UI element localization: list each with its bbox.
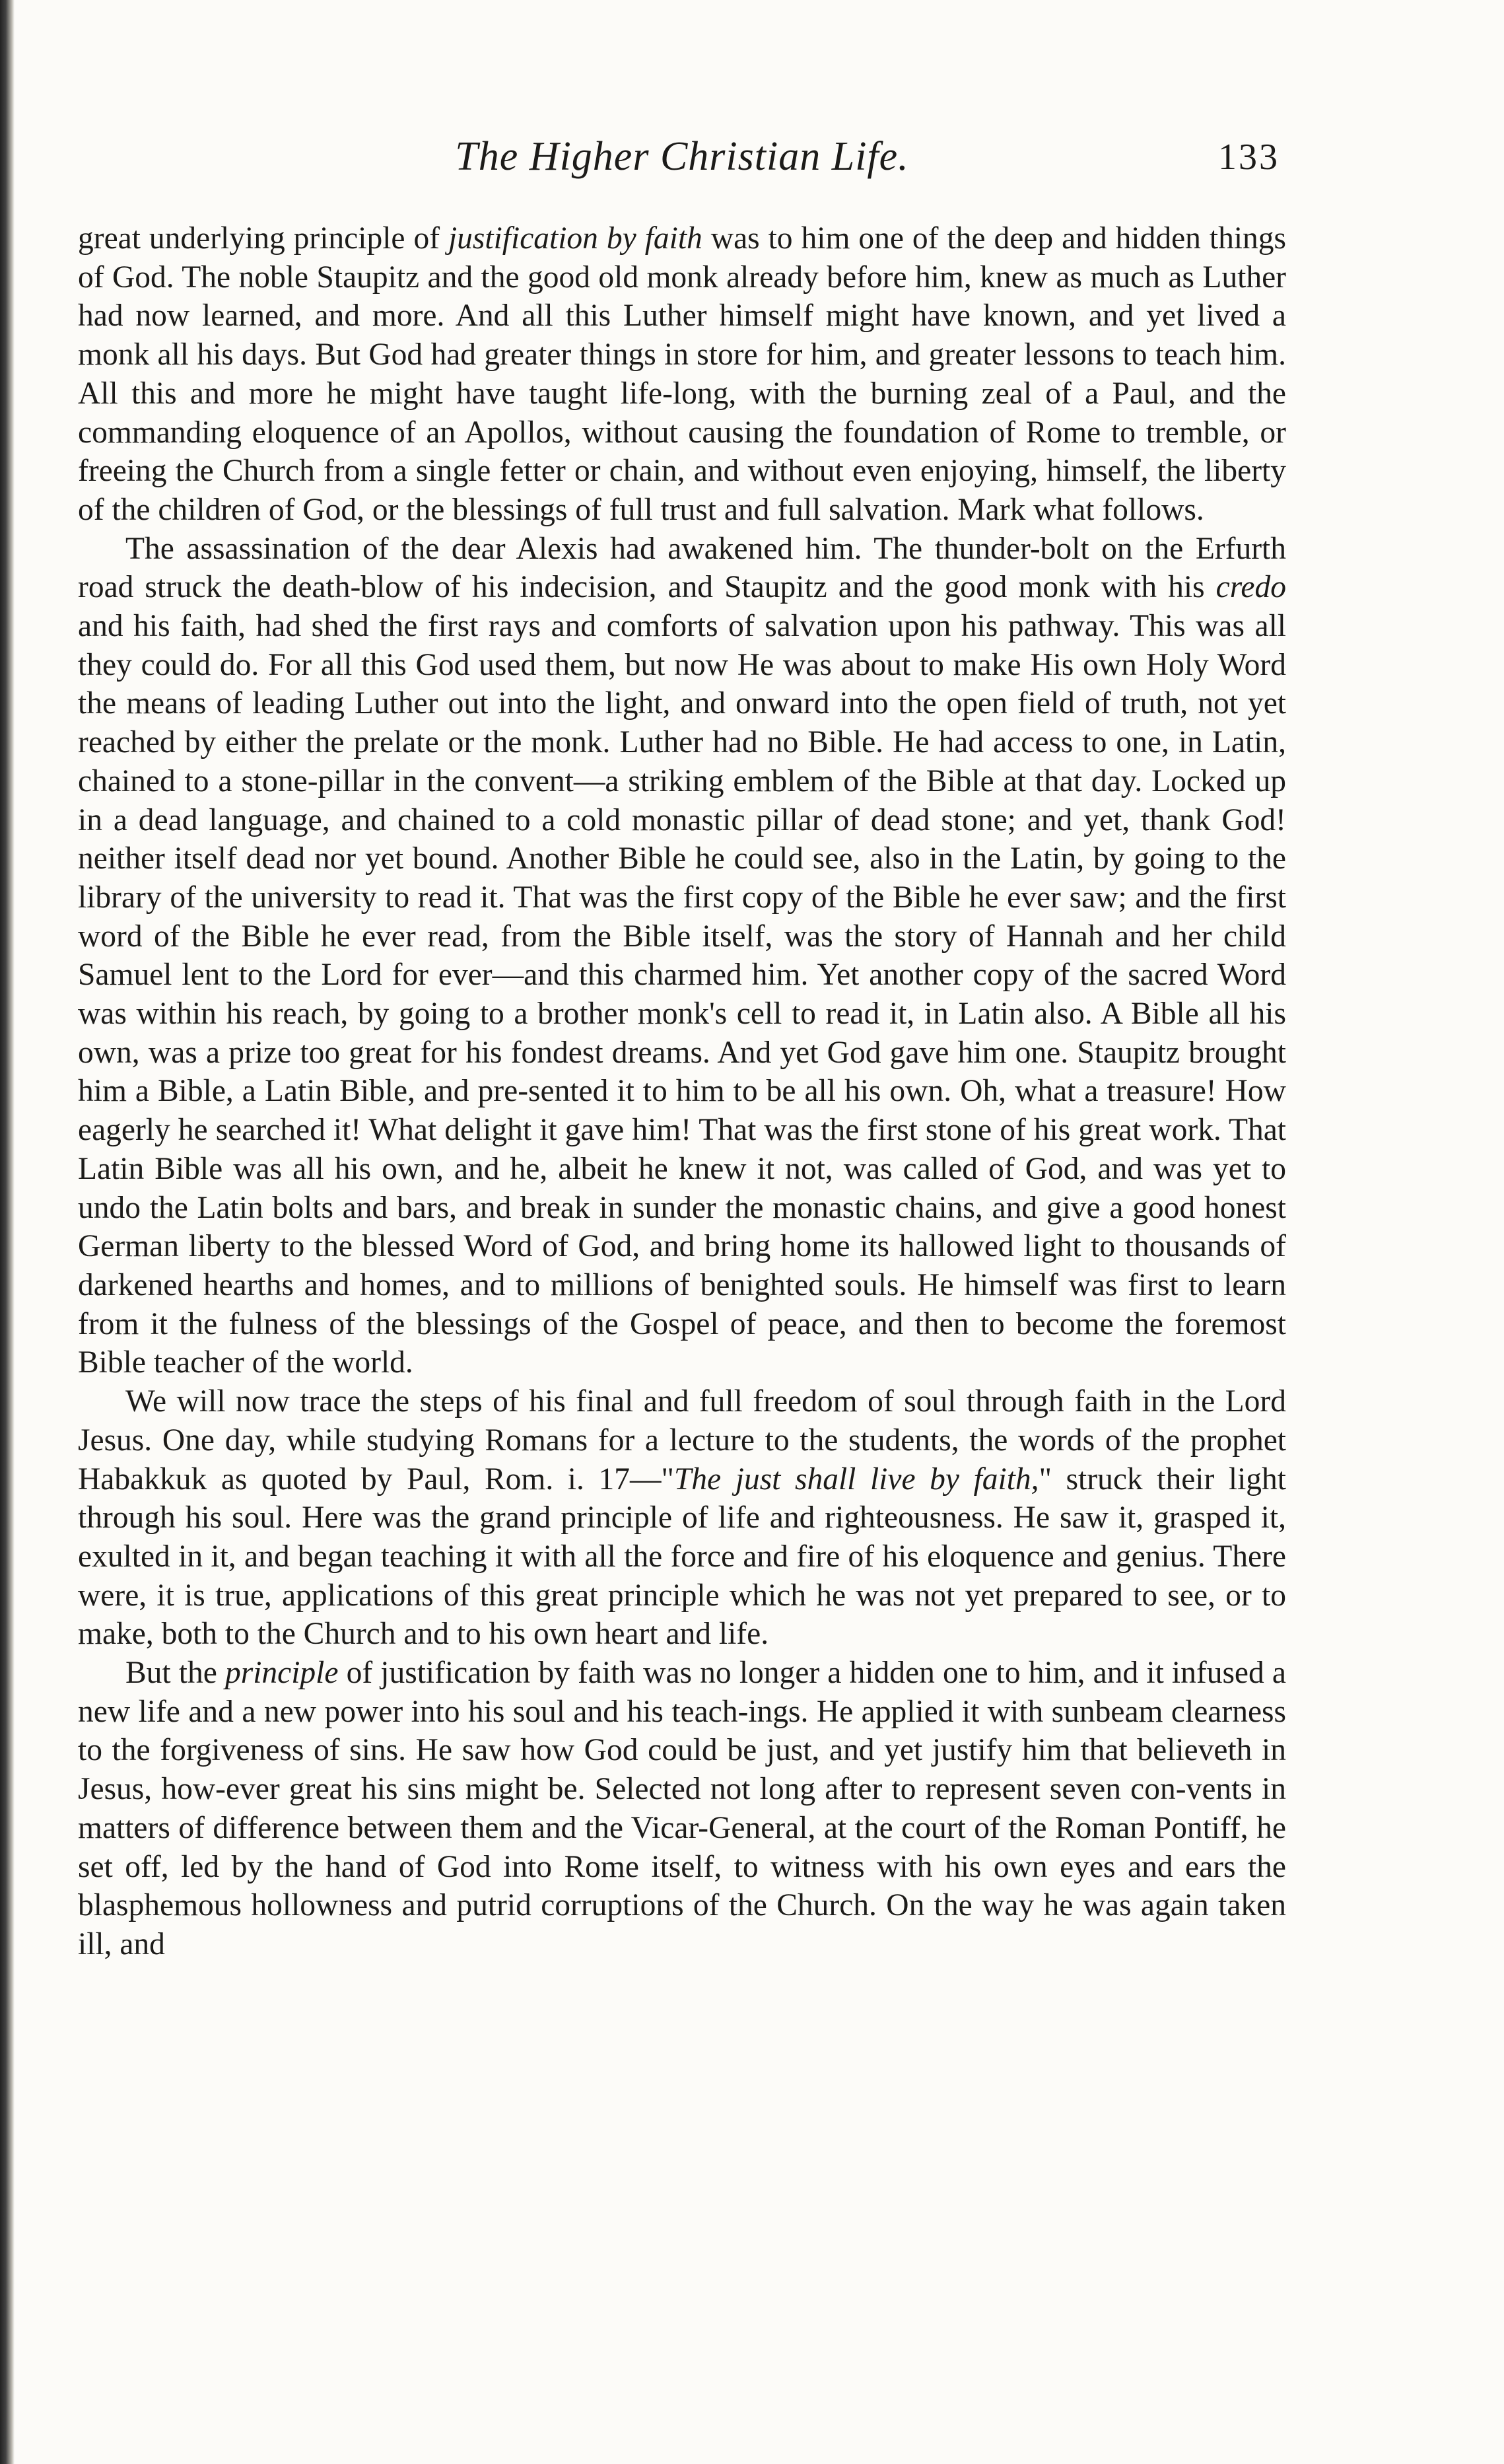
- italic-phrase: The just shall live by faith,: [673, 1461, 1039, 1496]
- text-segment: The assassination of the dear Alexis had awakened him. The thunder-bolt on the Erfurth road struck the death-blow of his indecision, and Staupitz and the good monk with his: [78, 531, 1286, 605]
- paragraph-1: [78, 219, 1286, 530]
- text-segment: was to him one of the deep and hidden things of God. The noble Staupitz and the good old monk already before him, knew as much as Luther had now learned, and more. And all this Luther himself might have known, and yet lived a monk all his days. But God had greater things in store for him, and greater lessons to teach him. All this and more he might have taught life-long, with the burning zeal of a Paul, and the commanding eloquence of an Apollos, without causing the foundation of Rome to tremble, or freeing the Church from a single fetter or chain, and without even enjoying, himself, the liberty of the children of God, or the blessings of full trust and full salvation. Mark what follows.: [78, 221, 1286, 527]
- italic-phrase: justification by faith: [448, 221, 702, 256]
- text-segment: But the: [125, 1656, 225, 1691]
- book-page: [78, 132, 1286, 1964]
- paragraph-3: [78, 1382, 1286, 1654]
- running-title: The Higher Christian Life.: [455, 134, 909, 179]
- text-segment: " struck their light through his soul. Here was the grand principle of life and righteousness. He saw it, grasped it, exulted in it, and began teaching it with all the force and fire of his eloquence and genius. There were, it is true, applications of this great principle which he was not yet prepared to see, or to make, both to the Church and to his own heart and life.: [78, 1461, 1287, 1652]
- italic-phrase: principle: [224, 1656, 339, 1691]
- page-header: [78, 132, 1286, 198]
- italic-phrase: credo: [1215, 570, 1286, 605]
- page-binding-edge: [0, 0, 15, 2464]
- page-number: 133: [1218, 137, 1280, 178]
- paragraph-4: [78, 1654, 1286, 1964]
- text-segment: of justification by faith was no longer a hidden one to him, and it infused a new life and a new power into his soul and his teach-ings. He applied it with sunbeam clearness to the forgiveness of sins. He saw how God could be just, and yet justify him that believeth in Jesus, how-ever great his sins might be. Selected not long after to represent seven con-vents in matters of difference between them and the Vicar-General, at the court of the Roman Pontiff, he set off, led by the hand of God into Rome itself, to witness with his own eyes and ears the blasphemous hollowness and putrid corruptions of the Church. On the way he was again taken ill, and: [78, 1656, 1286, 1961]
- text-segment: and his faith, had shed the first rays and comforts of salvation upon his pathway. This was all they could do. For all this God used them, but now He was about to make His own Holy Word the means of leading Luther out into the light, and onward into the open field of truth, not yet reached by either the prelate or the monk. Luther had no Bible. He had access to one, in Latin, chained to a stone-pillar in the convent—a striking emblem of the Bible at that day. Locked up in a dead language, and chained to a cold monastic pillar of dead stone; and yet, thank God! neither itself dead nor yet bound. Another Bible he could see, also in the Latin, by going to the library of the university to read it. That was the first copy of the Bible he ever saw; and the first word of the Bible he ever read, from the Bible itself, was the story of Hannah and her child Samuel lent to the Lord for ever—and this charmed him. Yet another copy of the sacred Word was within his reach, by going to a brother monk's cell to read it, in Latin also. A Bible all his own, was a prize too great for his fondest dreams. And yet God gave him one. Staupitz brought him a Bible, a Latin Bible, and pre-sented it to him to be all his own. Oh, what a treasure! How eagerly he searched it! What delight it gave him! That was the first stone of his great work. That Latin Bible was all his own, and he, albeit he knew it not, was called of God, and was yet to undo the Latin bolts and bars, and break in sunder the monastic chains, and give a good honest German liberty to the blessed Word of God, and bring home its hallowed light to thousands of darkened hearths and homes, and to millions of benighted souls. He himself was first to learn from it the fulness of the blessings of the Gospel of peace, and then to become the foremost Bible teacher of the world.: [78, 609, 1286, 1380]
- text-segment: We will now trace the steps of his final and full freedom of soul through faith in the Lord Jesus. One day, while studying Romans for a lecture to the students, the words of the prophet Habakkuk as quoted by Paul, Rom. i. 17—": [78, 1384, 1286, 1496]
- text-segment: great underlying principle of: [78, 221, 448, 256]
- body-text: [78, 219, 1286, 1964]
- paragraph-2: [78, 530, 1286, 1382]
